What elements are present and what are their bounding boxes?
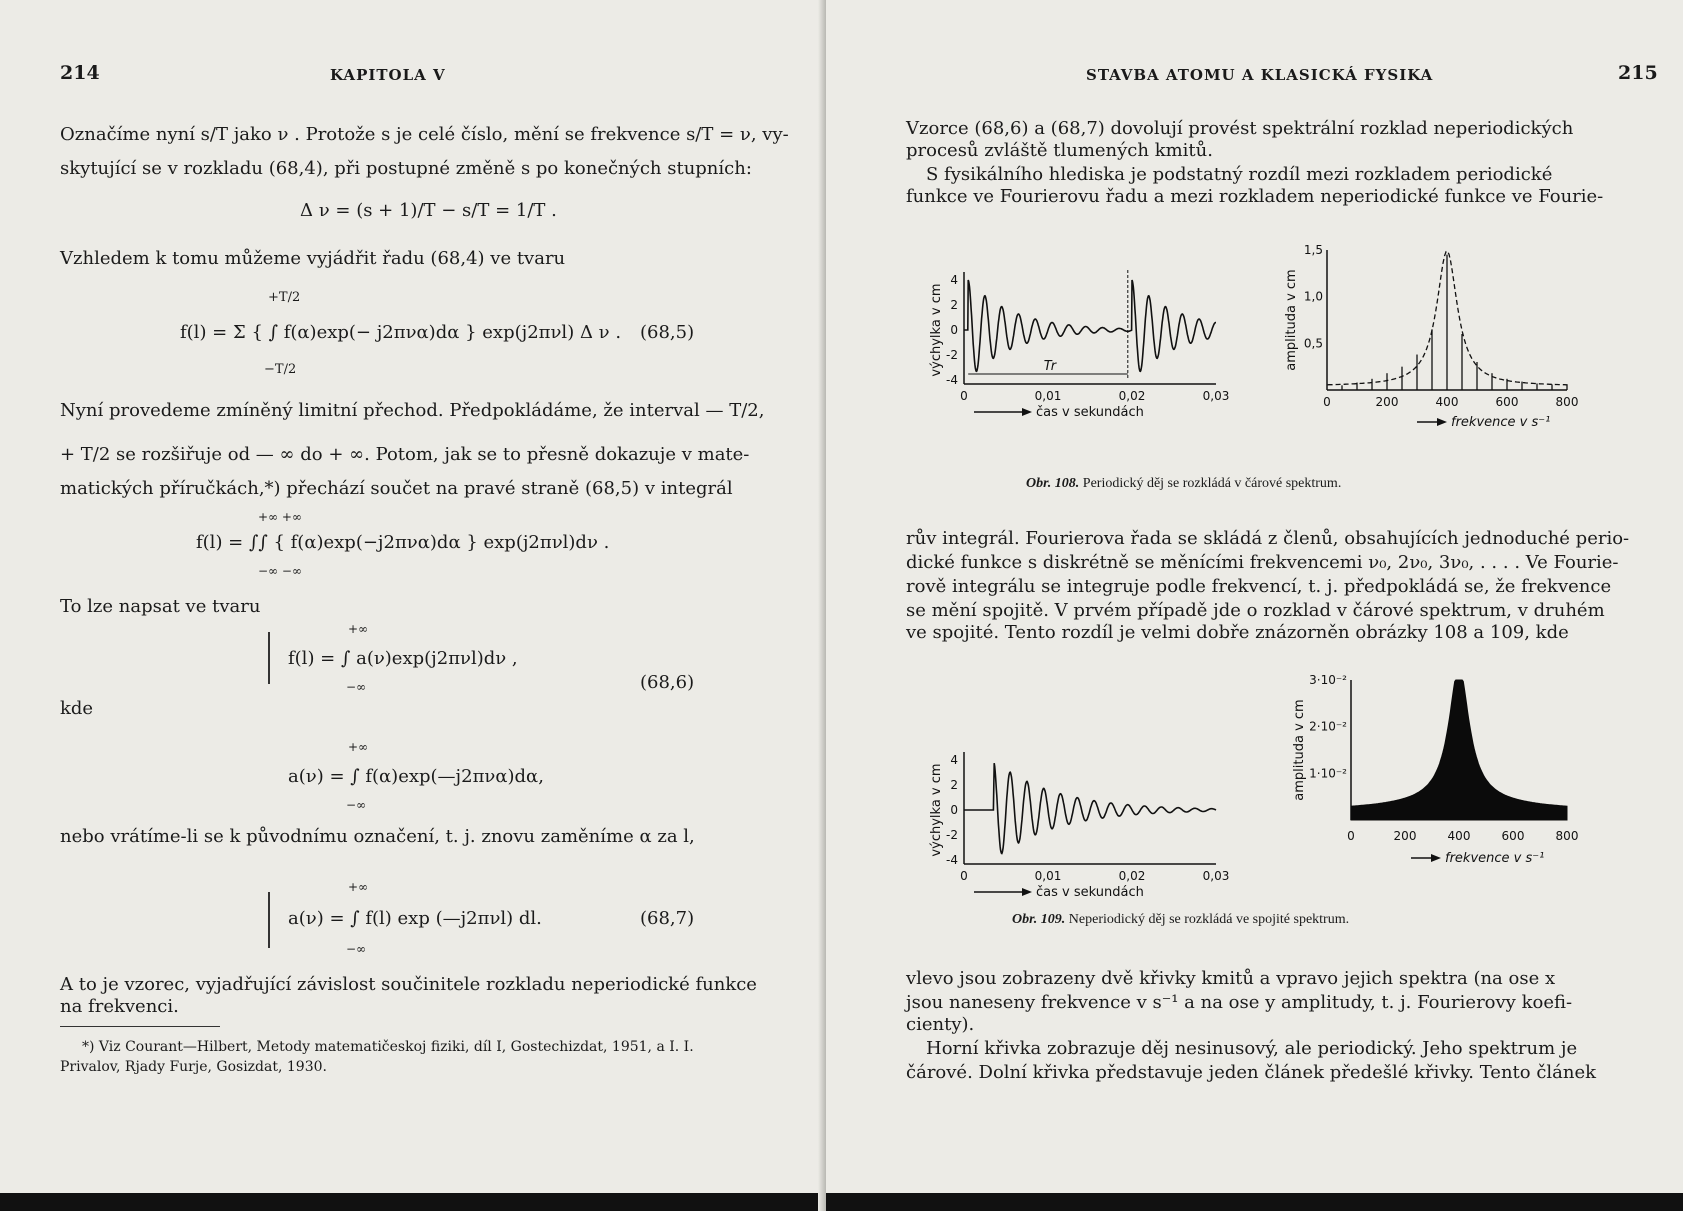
y-tick-label: 1,0 bbox=[1303, 289, 1323, 304]
fig109-time-plot bbox=[926, 740, 1230, 920]
x-tick-label: 800 bbox=[1555, 395, 1579, 409]
rp-p2-line1: S fysikálního hlediska je podstatný rozdíl mezi rozkladem periodické bbox=[926, 164, 1553, 185]
fig108-caption-text: Periodický děj se rozkládá v čárové spektrum. bbox=[1082, 476, 1342, 491]
equation-68-7: a(ν) = ∫ f(l) exp (—j2πνl) dl. bbox=[288, 908, 542, 929]
eq687-upper-limit: +∞ bbox=[348, 880, 369, 894]
y-tick-label: -4 bbox=[946, 373, 958, 387]
x-tick-label: 0,01 bbox=[1034, 389, 1062, 403]
rp-p4-line1: vlevo jsou zobrazeny dvě křivky kmitů a vpravo jejich spektra (na ose x bbox=[906, 968, 1556, 989]
x-axis-label: frekvence v s⁻¹ bbox=[1451, 415, 1551, 430]
eq-anu-lower-limit: −∞ bbox=[346, 798, 367, 812]
y-tick-label: 1·10⁻² bbox=[1309, 766, 1347, 781]
fig108-time-plot bbox=[926, 260, 1230, 460]
x-tick-label: 800 bbox=[1555, 829, 1579, 843]
eq-number-68-7: (68,7) bbox=[640, 908, 695, 929]
equation-a-nu: a(ν) = ∫ f(α)exp(—j2πνα)dα, bbox=[288, 766, 544, 787]
fig108-line-spectrum bbox=[1281, 230, 1581, 460]
equation-double-integral: f(l) = ∫∫ { f(α)exp(−j2πνα)dα } exp(j2πνl)dν . bbox=[196, 532, 610, 553]
rp-p3-line5: ve spojité. Tento rozdíl je velmi dobře znázorněn obrázky 108 a 109, kde bbox=[906, 622, 1569, 643]
x-tick-label: 400 bbox=[1447, 829, 1471, 843]
y-tick-label: 0,5 bbox=[1303, 336, 1323, 351]
footnote-line1: *) Viz Courant—Hilbert, Metody matematičeskoj fiziki, díl I, Gostechizdat, 1951, a I. I. bbox=[82, 1039, 694, 1055]
x-tick-label: 600 bbox=[1495, 395, 1519, 409]
x-axis-label: frekvence v s⁻¹ bbox=[1445, 851, 1545, 866]
y-tick-label: 4 bbox=[950, 273, 958, 287]
page-bottom-shadow bbox=[0, 1193, 826, 1211]
footnote-line2: Privalov, Rjady Furje, Gosizdat, 1930. bbox=[60, 1059, 327, 1075]
arrow-head bbox=[1022, 408, 1032, 416]
left-page bbox=[0, 0, 826, 1211]
rp-p3-line1: rův integrál. Fourierova řada se skládá z členů, obsahujících jednoduché perio- bbox=[906, 528, 1630, 549]
margin-mark-2 bbox=[268, 892, 270, 948]
x-tick-label: 0 bbox=[960, 869, 968, 883]
period-label: Tr bbox=[1043, 359, 1057, 374]
eq-anu-upper-limit: +∞ bbox=[348, 740, 369, 754]
double-integral-upper: +∞ +∞ bbox=[258, 510, 302, 524]
y-axis-label: výchylka v cm bbox=[929, 283, 944, 377]
rp-p1-line1: Vzorce (68,6) a (68,7) dovolují provést spektrální rozklad neperiodických bbox=[906, 118, 1574, 139]
x-tick-label: 400 bbox=[1435, 395, 1459, 409]
para3-line3: matických příručkách,*) přechází součet na pravé straně (68,5) v integrál bbox=[60, 478, 733, 499]
y-tick-label: 1,5 bbox=[1303, 243, 1323, 257]
fig108-caption-number: Obr. 108. bbox=[1026, 476, 1080, 491]
double-integral-lower: −∞ −∞ bbox=[258, 564, 302, 578]
x-tick-label: 0,03 bbox=[1202, 869, 1230, 883]
margin-mark bbox=[268, 632, 270, 684]
para3-line1: Nyní provedeme zmíněný limitní přechod. Předpokládáme, že interval — T/2, bbox=[60, 400, 765, 421]
right-page-number: 215 bbox=[1618, 62, 1658, 84]
rp-p4-line2: jsou naneseny frekvence v s⁻¹ a na ose y amplitudy, t. j. Fourierovy koefi- bbox=[906, 992, 1573, 1013]
y-tick-label: -2 bbox=[946, 828, 958, 842]
x-tick-label: 0 bbox=[1347, 829, 1355, 843]
eq-number-68-5: (68,5) bbox=[640, 322, 695, 343]
footnote-rule bbox=[60, 1026, 220, 1027]
fig109-caption-text: Neperiodický děj se rozkládá ve spojité spektrum. bbox=[1068, 912, 1350, 927]
x-axis-label: čas v sekundách bbox=[1036, 885, 1144, 900]
y-tick-label: 4 bbox=[950, 753, 958, 767]
oscillation-curve bbox=[964, 280, 1216, 371]
equation-delta-nu: Δ ν = (s + 1)/T − s/T = 1/T . bbox=[300, 200, 557, 221]
left-running-head: KAPITOLA V bbox=[330, 66, 446, 84]
rp-p2-line2: funkce ve Fourierovu řadu a mezi rozkladem neperiodické funkce ve Fourie- bbox=[906, 186, 1604, 207]
para6-line2: na frekvenci. bbox=[60, 996, 179, 1017]
x-tick-label: 200 bbox=[1393, 829, 1417, 843]
left-page-number: 214 bbox=[60, 62, 100, 84]
x-tick-label: 0,02 bbox=[1118, 869, 1146, 883]
para5: nebo vrátíme-li se k původnímu označení, t. j. znovu zaměníme α za l, bbox=[60, 826, 695, 847]
rp-p5-line1: Horní křivka zobrazuje děj nesinusový, ale periodický. Jeho spektrum je bbox=[926, 1038, 1578, 1059]
x-tick-label: 0,02 bbox=[1118, 389, 1146, 403]
fig108-caption bbox=[1026, 476, 1341, 492]
para3-line2: + T/2 se rozšiřuje od — ∞ do + ∞. Potom, jak se to přesně dokazuje v mate- bbox=[60, 444, 750, 465]
eq686-upper-limit: +∞ bbox=[348, 622, 369, 636]
eq687-lower-limit: −∞ bbox=[346, 942, 367, 956]
para6-line1: A to je vzorec, vyjadřující závislost součinitele rozkladu neperiodické funkce bbox=[60, 974, 757, 995]
rp-p3-line4: se mění spojitě. V prvém případě jde o rozklad v čárové spektrum, v druhém bbox=[906, 600, 1605, 621]
x-tick-label: 0 bbox=[1323, 395, 1331, 409]
equation-68-5: f(l) = Σ { ∫ f(α)exp(− j2πνα)dα } exp(j2πνl) Δ ν . bbox=[180, 322, 622, 343]
rp-p1-line2: procesů zvláště tlumených kmitů. bbox=[906, 140, 1213, 161]
x-tick-label: 0,03 bbox=[1202, 389, 1230, 403]
arrow-head bbox=[1022, 888, 1032, 896]
eq686-lower-limit: −∞ bbox=[346, 680, 367, 694]
rp-p4-line3: cienty). bbox=[906, 1014, 975, 1035]
rp-p5-line2: čárové. Dolní křivka představuje jeden článek předešlé křivky. Tento článek bbox=[906, 1062, 1597, 1083]
fig109-caption-number: Obr. 109. bbox=[1012, 912, 1066, 927]
para2: Vzhledem k tomu můžeme vyjádřit řadu (68,4) ve tvaru bbox=[60, 248, 566, 269]
oscillation-curve bbox=[964, 763, 1216, 853]
x-tick-label: 600 bbox=[1501, 829, 1525, 843]
rp-p3-line2: dické funkce s diskrétně se měnícími frekvencemi ν₀, 2ν₀, 3ν₀, . . . . Ve Fourie- bbox=[906, 552, 1619, 573]
y-tick-label: 2 bbox=[950, 778, 958, 792]
rp-p3-line3: rově integrálu se integruje podle frekvencí, t. j. předpokládá se, že frekvence bbox=[906, 576, 1612, 597]
eq-number-68-6: (68,6) bbox=[640, 672, 695, 693]
y-axis-label: amplituda v cm bbox=[1284, 269, 1299, 371]
y-tick-label: 3·10⁻² bbox=[1309, 673, 1347, 687]
y-tick-label: 2 bbox=[950, 298, 958, 312]
para1-line1: Označíme nyní s/T jako ν . Protože s je celé číslo, mění se frekvence s/T = ν, vy- bbox=[60, 124, 789, 145]
x-tick-label: 0 bbox=[960, 389, 968, 403]
eq685-upper-limit: +T/2 bbox=[268, 290, 301, 305]
y-tick-label: 0 bbox=[950, 323, 958, 337]
para4: To lze napsat ve tvaru bbox=[60, 596, 261, 617]
y-tick-label: 2·10⁻² bbox=[1309, 719, 1347, 734]
fig109-caption bbox=[1012, 912, 1349, 928]
arrow-head bbox=[1437, 418, 1447, 426]
spectrum-area bbox=[1351, 680, 1567, 820]
y-tick-label: -4 bbox=[946, 853, 958, 867]
y-axis-label: výchylka v cm bbox=[929, 763, 944, 857]
eq685-lower-limit: −T/2 bbox=[264, 362, 297, 377]
kde-label: kde bbox=[60, 698, 94, 719]
y-tick-label: -2 bbox=[946, 348, 958, 362]
y-tick-label: 0 bbox=[950, 803, 958, 817]
arrow-head bbox=[1431, 854, 1441, 862]
right-page bbox=[826, 0, 1683, 1211]
x-tick-label: 0,01 bbox=[1034, 869, 1062, 883]
equation-68-6: f(l) = ∫ a(ν)exp(j2πνl)dν , bbox=[288, 648, 518, 669]
x-axis-label: čas v sekundách bbox=[1036, 405, 1144, 420]
para1-line2: skytující se v rozkladu (68,4), při postupné změně s po konečných stupních: bbox=[60, 158, 752, 179]
y-axis-label: amplituda v cm bbox=[1292, 699, 1307, 801]
fig109-continuous-spectrum bbox=[1281, 660, 1581, 900]
right-running-head: STAVBA ATOMU A KLASICKÁ FYSIKA bbox=[1086, 66, 1434, 84]
page-bottom-shadow-right bbox=[826, 1193, 1683, 1211]
x-tick-label: 200 bbox=[1375, 395, 1399, 409]
